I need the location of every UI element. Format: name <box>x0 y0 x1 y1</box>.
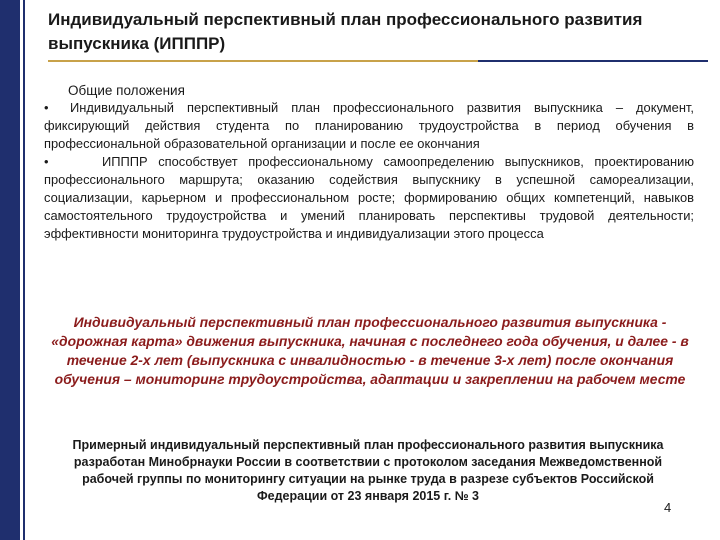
bullet-item <box>44 153 694 243</box>
page-number: 4 <box>664 500 672 515</box>
left-accent-bar <box>0 0 20 540</box>
section-heading: Общие положения <box>68 83 185 98</box>
title-underline-navy <box>478 60 708 62</box>
bullet-text: Индивидуальный перспективный план профессионального развития выпускника – документ, фиксирующий действия студента по планированию трудоустройства в период обучения в профессиональной образовательной организации и после ее окончания <box>44 100 694 151</box>
left-accent-line <box>23 0 25 540</box>
footer-note: Примерный индивидуальный перспективный план профессионального развития выпускника разработан Минобрнауки России в соответствии с протоколом заседания Межведомственной рабочей группы по мониторингу ситуации на рынке труда в разрезе субъектов Российской Федерации от 23 января 2015 г. № 3 <box>72 438 664 503</box>
title-underline-gold <box>48 60 478 62</box>
slide-title: Индивидуальный перспективный план профессионального развития выпускника (ИПППР) <box>48 10 643 53</box>
bullet-marker: • <box>44 154 49 169</box>
roadmap-highlight: Индивидуальный перспективный план профессионального развития выпускника - «дорожная карта» движения выпускника, начиная с последнего года обучения, и далее - в течение 2-х лет (выпускника с инвалидностью - в течение 3-х лет) после окончания обучения – мониторинг трудоустройства, адаптации и закреплении на рабочем месте <box>51 314 689 387</box>
bullet-list <box>44 99 694 243</box>
bullet-text: ИПППР способствует профессиональному самоопределению выпускников, проектированию профессионального маршрута; оказанию содействия выпускнику в успешной самореализации, социализации, карьерном и профессиональном росте; формированию общих компетенций, навыков самостоятельного трудоустройства и умений планировать перспективы трудовой деятельности; эффективности мониторинга трудоустройства и индивидуализации этого процесса <box>44 154 694 241</box>
bullet-marker: • <box>44 100 49 115</box>
bullet-item <box>44 99 694 153</box>
